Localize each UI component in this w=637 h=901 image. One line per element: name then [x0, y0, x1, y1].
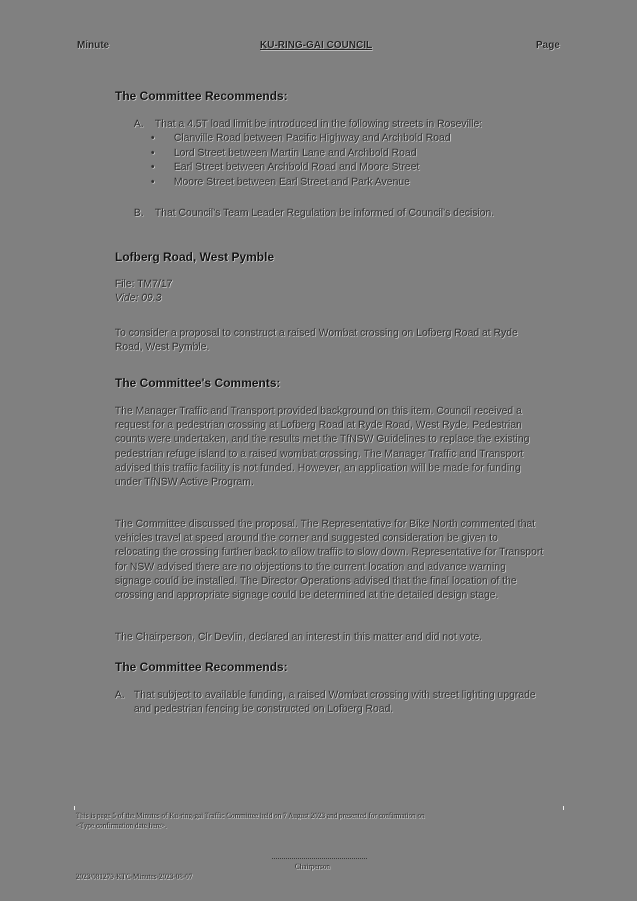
bullet-icon: • [151, 162, 155, 174]
comments-paragraph-3: The Chairperson, Clr Devlin, declared an interest in this matter and did not vote. [115, 632, 483, 643]
section1-heading: The Committee Recommends: [115, 89, 288, 103]
list-item: • Moore Street between Earl Street and Park Avenue [148, 176, 451, 191]
signature-label: Chairperson [295, 863, 331, 871]
bullet-icon: • [151, 176, 155, 188]
header-minute-label: Minute [77, 40, 110, 51]
corner-mark-left [74, 806, 75, 810]
item-title: Lofberg Road, West Pymble [115, 250, 275, 264]
recommends-heading: The Committee Recommends: [115, 660, 288, 674]
purpose-paragraph: To consider a proposal to construct a raised Wombat crossing on Lofberg Road at Ryde Road, West Pymble. [115, 328, 518, 354]
recommendation-a-text: That subject to available funding, a raised Wombat crossing with street lighting upgrade and pedestrian fencing be constructed on Lofberg Road. [134, 690, 536, 715]
document-file-reference: 2023/081279-KTC-Minutes-2023-08-07 [76, 873, 193, 881]
footer-note-line2: <Type confirmation date here>. [76, 822, 168, 830]
file-reference: File: TM7/17 [115, 279, 173, 290]
section1-item-a-text: That a 4.5T load limit be introduced in the following streets in Roseville: [155, 119, 483, 130]
header-page-label: Page [536, 40, 560, 51]
section1-item-b-text: That Council's Team Leader Regulation be informed of Council's decision. [155, 208, 495, 219]
comments-paragraph-2: The Committee discussed the proposal. The Representative for Bike North commented that vehicles travel at speed around the corner and suggested consideration be given to relocating the crossing further back to allow traffic to slow down. Representative for Transport for NSW advised there are no objections to the current location and advance warning signage could be installed. The Director Operations advised that the final location of the crossing and appropriate signage could be determined at the detailed design stage. [115, 519, 544, 602]
list-item: • Earl Street between Archbold Road and Moore Street [148, 161, 451, 176]
bullet-icon: • [151, 133, 155, 144]
signature-line [272, 858, 367, 859]
comments-paragraph-1: The Manager Traffic and Transport provided background on this item. Council received a request for a pedestrian crossing at Lofberg Road at Ryde Road, West Ryde. Pedestrian counts were undertaken, and the results met the TfNSW Guidelines to replace the existing pedestrian refuge island to a raised wombat crossing. The Manager Traffic and Transport advised this traffic facility is not funded. However, an application will be made for funding under TfNSW Active Program. [115, 406, 530, 489]
section1-item-b-label: B. [134, 208, 144, 219]
corner-mark-right [563, 806, 564, 810]
section1-item-a-label: A. [134, 119, 144, 130]
vide-reference: Vide: 09.3 [115, 293, 162, 304]
section1-street-list [148, 132, 451, 190]
recommendation-a-label: A. [115, 690, 125, 701]
footer-note [76, 811, 546, 831]
list-item: • Clanville Road between Pacific Highway and Archbold Road [148, 132, 451, 147]
list-item: • Lord Street between Martin Lane and Archbold Road [148, 147, 451, 162]
bullet-icon: • [151, 147, 155, 159]
footer-note-line1: This is page 5 of the Minutes of Ku-ring-gai Traffic Committee held on 7 August 2023 and presented for confirmation on [76, 812, 425, 820]
comments-heading: The Committee's Comments: [115, 376, 281, 390]
header-council-title: KU-RING-GAI COUNCIL [260, 40, 373, 51]
